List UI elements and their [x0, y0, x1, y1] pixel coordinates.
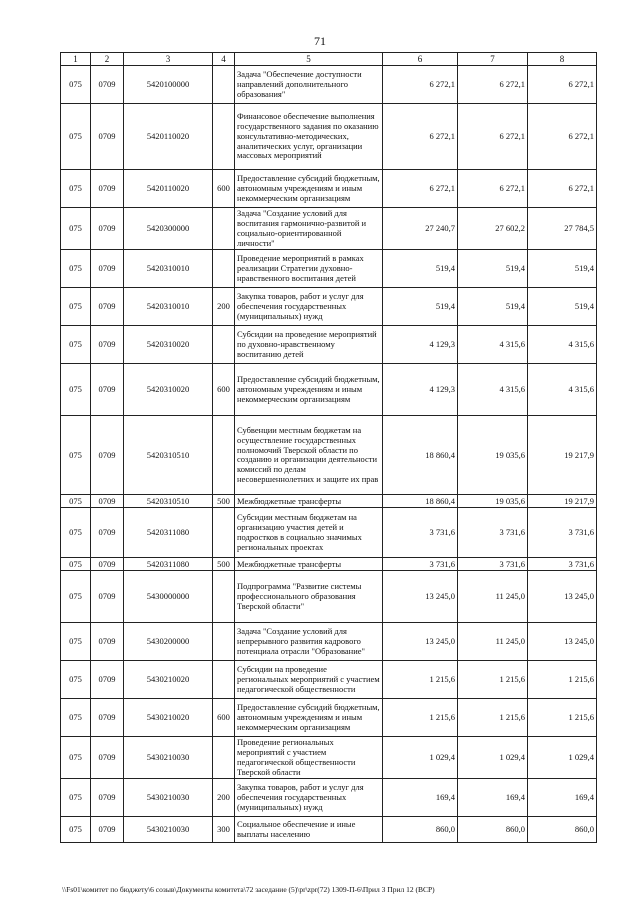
description-cell: Закупка товаров, работ и услуг для обеспечения государственных (муниципальных) нужд [235, 288, 383, 326]
description-cell: Задача "Обеспечение доступности направлений дополнительного образования" [235, 66, 383, 104]
column-2-cell: 0709 [91, 571, 124, 623]
column-3-cell: 5420311080 [124, 558, 213, 571]
table-row [61, 208, 597, 250]
description-cell: Межбюджетные трансферты [235, 495, 383, 508]
column-6-value: 1 029,4 [383, 737, 458, 779]
column-7-value: 11 245,0 [458, 571, 528, 623]
column-4-cell [213, 416, 235, 495]
description-cell: Закупка товаров, работ и услуг для обеспечения государственных (муниципальных) нужд [235, 779, 383, 817]
column-8-value: 19 217,9 [528, 416, 597, 495]
column-6-value: 18 860,4 [383, 416, 458, 495]
column-3-cell: 5430210020 [124, 699, 213, 737]
table-row [61, 699, 597, 737]
column-3-cell: 5420310510 [124, 495, 213, 508]
table-row [61, 326, 597, 364]
column-7-value: 4 315,6 [458, 364, 528, 416]
column-2-cell: 0709 [91, 779, 124, 817]
table-row [61, 508, 597, 558]
column-1-cell: 075 [61, 326, 91, 364]
column-8-value: 1 215,6 [528, 699, 597, 737]
column-2-cell: 0709 [91, 170, 124, 208]
column-7-value: 11 245,0 [458, 623, 528, 661]
description-cell: Подпрограмма "Развитие системы профессионального образования Тверской области" [235, 571, 383, 623]
description-cell: Проведение региональных мероприятий с участием педагогической общественности Тверской области [235, 737, 383, 779]
header-cell: 2 [91, 53, 124, 66]
footer-file-path: \\Fs01\комитет по бюджету\6 созыв\Документы комитета\72 заседание (5)\pr\zpr(72) 1309-П-6\Прил 3 Прил 12 (ВСР) [62, 885, 435, 894]
table-row [61, 558, 597, 571]
column-2-cell: 0709 [91, 661, 124, 699]
column-1-cell: 075 [61, 779, 91, 817]
column-2-cell: 0709 [91, 364, 124, 416]
header-cell: 7 [458, 53, 528, 66]
column-4-cell [213, 737, 235, 779]
column-8-value: 519,4 [528, 288, 597, 326]
column-6-value: 3 731,6 [383, 508, 458, 558]
column-6-value: 4 129,3 [383, 326, 458, 364]
column-7-value: 1 029,4 [458, 737, 528, 779]
column-1-cell: 075 [61, 416, 91, 495]
column-4-cell: 300 [213, 817, 235, 843]
column-7-value: 860,0 [458, 817, 528, 843]
column-3-cell: 5420310010 [124, 288, 213, 326]
column-6-value: 13 245,0 [383, 623, 458, 661]
column-4-cell [213, 208, 235, 250]
column-6-value: 13 245,0 [383, 571, 458, 623]
header-cell: 5 [235, 53, 383, 66]
budget-table [60, 52, 597, 843]
column-4-cell [213, 508, 235, 558]
column-1-cell: 075 [61, 558, 91, 571]
column-4-cell: 500 [213, 558, 235, 571]
column-1-cell: 075 [61, 364, 91, 416]
column-7-value: 3 731,6 [458, 558, 528, 571]
table-row [61, 737, 597, 779]
column-1-cell: 075 [61, 495, 91, 508]
description-cell: Субсидии местным бюджетам на организацию участия детей и подростков в социально значимых региональных проектах [235, 508, 383, 558]
column-2-cell: 0709 [91, 508, 124, 558]
description-cell: Предоставление субсидий бюджетным, автономным учреждениям и иным некоммерческим организациям [235, 364, 383, 416]
column-8-value: 3 731,6 [528, 508, 597, 558]
column-7-value: 4 315,6 [458, 326, 528, 364]
header-cell: 3 [124, 53, 213, 66]
column-3-cell: 5420310020 [124, 326, 213, 364]
column-3-cell: 5420310020 [124, 364, 213, 416]
column-7-value: 3 731,6 [458, 508, 528, 558]
header-row [61, 53, 597, 66]
column-8-value: 19 217,9 [528, 495, 597, 508]
column-7-value: 519,4 [458, 250, 528, 288]
column-7-value: 1 215,6 [458, 699, 528, 737]
table-body [61, 66, 597, 843]
column-4-cell [213, 623, 235, 661]
column-2-cell: 0709 [91, 104, 124, 170]
column-2-cell: 0709 [91, 288, 124, 326]
column-4-cell [213, 661, 235, 699]
column-1-cell: 075 [61, 623, 91, 661]
column-2-cell: 0709 [91, 558, 124, 571]
description-cell: Финансовое обеспечение выполнения государственного задания по оказанию консультативно-методических, аналитических услуг, организации массовых мероприятий [235, 104, 383, 170]
column-6-value: 4 129,3 [383, 364, 458, 416]
column-7-value: 19 035,6 [458, 416, 528, 495]
column-3-cell: 5420110020 [124, 170, 213, 208]
column-1-cell: 075 [61, 104, 91, 170]
column-4-cell: 200 [213, 288, 235, 326]
column-1-cell: 075 [61, 737, 91, 779]
column-6-value: 1 215,6 [383, 699, 458, 737]
table-row [61, 288, 597, 326]
column-3-cell: 5430000000 [124, 571, 213, 623]
table-row [61, 571, 597, 623]
description-cell: Предоставление субсидий бюджетным, автономным учреждениям и иным некоммерческим организациям [235, 699, 383, 737]
column-1-cell: 075 [61, 661, 91, 699]
column-6-value: 169,4 [383, 779, 458, 817]
column-8-value: 13 245,0 [528, 571, 597, 623]
column-3-cell: 5420310510 [124, 416, 213, 495]
column-6-value: 519,4 [383, 288, 458, 326]
column-2-cell: 0709 [91, 817, 124, 843]
column-6-value: 519,4 [383, 250, 458, 288]
table-row [61, 495, 597, 508]
description-cell: Субсидии на проведение региональных мероприятий с участием педагогической общественности [235, 661, 383, 699]
column-7-value: 19 035,6 [458, 495, 528, 508]
table-row [61, 250, 597, 288]
column-1-cell: 075 [61, 66, 91, 104]
column-8-value: 3 731,6 [528, 558, 597, 571]
column-2-cell: 0709 [91, 250, 124, 288]
column-4-cell: 500 [213, 495, 235, 508]
column-3-cell: 5420300000 [124, 208, 213, 250]
table-row [61, 170, 597, 208]
column-8-value: 6 272,1 [528, 170, 597, 208]
column-8-value: 519,4 [528, 250, 597, 288]
column-4-cell [213, 326, 235, 364]
table-row [61, 104, 597, 170]
table-row [61, 66, 597, 104]
column-4-cell: 600 [213, 170, 235, 208]
header-cell: 8 [528, 53, 597, 66]
column-8-value: 13 245,0 [528, 623, 597, 661]
column-1-cell: 075 [61, 250, 91, 288]
column-4-cell [213, 571, 235, 623]
column-4-cell: 200 [213, 779, 235, 817]
column-2-cell: 0709 [91, 623, 124, 661]
column-2-cell: 0709 [91, 416, 124, 495]
table-row [61, 364, 597, 416]
column-7-value: 169,4 [458, 779, 528, 817]
description-cell: Проведение мероприятий в рамках реализации Стратегии духовно-нравственного воспитания детей [235, 250, 383, 288]
column-7-value: 1 215,6 [458, 661, 528, 699]
description-cell: Субвенции местным бюджетам на осуществление государственных полномочий Тверской области по созданию и организации деятельности комиссий по делам несовершеннолетних и защите их прав [235, 416, 383, 495]
column-2-cell: 0709 [91, 66, 124, 104]
column-3-cell: 5430210030 [124, 779, 213, 817]
column-4-cell: 600 [213, 364, 235, 416]
column-3-cell: 5420310010 [124, 250, 213, 288]
column-2-cell: 0709 [91, 495, 124, 508]
page-number: 71 [314, 34, 326, 48]
column-7-value: 6 272,1 [458, 66, 528, 104]
description-cell: Предоставление субсидий бюджетным, автономным учреждениям и иным некоммерческим организациям [235, 170, 383, 208]
column-4-cell [213, 250, 235, 288]
column-7-value: 6 272,1 [458, 104, 528, 170]
header-cell: 6 [383, 53, 458, 66]
column-7-value: 27 602,2 [458, 208, 528, 250]
column-8-value: 169,4 [528, 779, 597, 817]
header-cell: 1 [61, 53, 91, 66]
column-2-cell: 0709 [91, 737, 124, 779]
description-cell: Социальное обеспечение и иные выплаты населению [235, 817, 383, 843]
table-row [61, 623, 597, 661]
description-cell: Межбюджетные трансферты [235, 558, 383, 571]
table-row [61, 779, 597, 817]
column-8-value: 6 272,1 [528, 66, 597, 104]
table-row [61, 817, 597, 843]
description-cell: Задача "Создание условий для непрерывного развития кадрового потенциала отрасли "Образование" [235, 623, 383, 661]
table-row [61, 416, 597, 495]
column-4-cell [213, 66, 235, 104]
column-6-value: 6 272,1 [383, 170, 458, 208]
column-8-value: 1 029,4 [528, 737, 597, 779]
column-8-value: 860,0 [528, 817, 597, 843]
column-7-value: 519,4 [458, 288, 528, 326]
column-1-cell: 075 [61, 208, 91, 250]
column-1-cell: 075 [61, 288, 91, 326]
column-8-value: 4 315,6 [528, 364, 597, 416]
column-3-cell: 5420311080 [124, 508, 213, 558]
column-3-cell: 5430200000 [124, 623, 213, 661]
column-6-value: 6 272,1 [383, 104, 458, 170]
column-8-value: 27 784,5 [528, 208, 597, 250]
column-6-value: 27 240,7 [383, 208, 458, 250]
column-6-value: 1 215,6 [383, 661, 458, 699]
column-3-cell: 5430210030 [124, 737, 213, 779]
column-6-value: 18 860,4 [383, 495, 458, 508]
header-cell: 4 [213, 53, 235, 66]
column-8-value: 1 215,6 [528, 661, 597, 699]
column-6-value: 6 272,1 [383, 66, 458, 104]
column-8-value: 4 315,6 [528, 326, 597, 364]
table-row [61, 661, 597, 699]
column-3-cell: 5430210030 [124, 817, 213, 843]
column-8-value: 6 272,1 [528, 104, 597, 170]
column-4-cell: 600 [213, 699, 235, 737]
column-1-cell: 075 [61, 170, 91, 208]
column-1-cell: 075 [61, 571, 91, 623]
description-cell: Субсидии на проведение мероприятий по духовно-нравственному воспитанию детей [235, 326, 383, 364]
column-2-cell: 0709 [91, 699, 124, 737]
column-1-cell: 075 [61, 508, 91, 558]
column-1-cell: 075 [61, 817, 91, 843]
column-2-cell: 0709 [91, 326, 124, 364]
column-3-cell: 5420100000 [124, 66, 213, 104]
column-4-cell [213, 104, 235, 170]
column-3-cell: 5430210020 [124, 661, 213, 699]
description-cell: Задача "Создание условий для воспитания гармонично-развитой и социально-ориентированной личности" [235, 208, 383, 250]
column-1-cell: 075 [61, 699, 91, 737]
column-6-value: 860,0 [383, 817, 458, 843]
column-3-cell: 5420110020 [124, 104, 213, 170]
column-7-value: 6 272,1 [458, 170, 528, 208]
column-6-value: 3 731,6 [383, 558, 458, 571]
column-2-cell: 0709 [91, 208, 124, 250]
